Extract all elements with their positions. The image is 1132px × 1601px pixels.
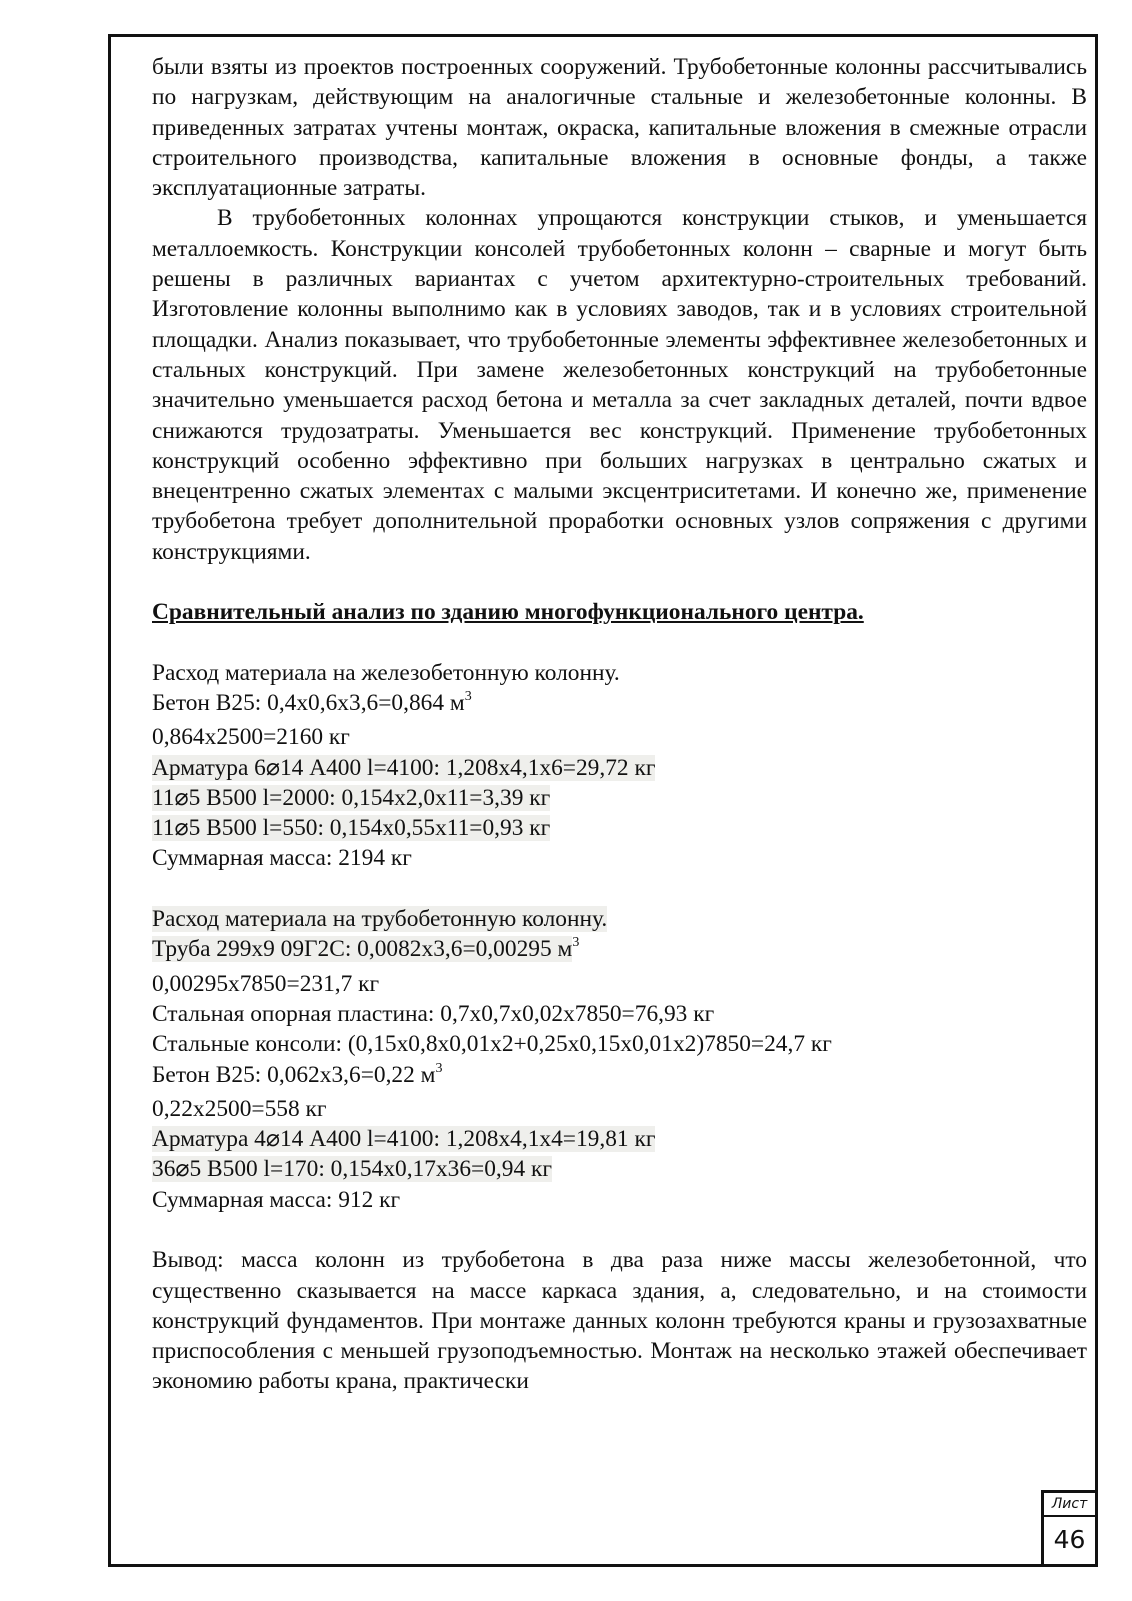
cft-concrete-line: Бетон В25: 0,062х3,6=0,22 $м^3$	[152, 1060, 443, 1088]
rc-rebar-line-3: 11⌀5 В500 l=550: 0,154х0,55х11=0,93 кг	[152, 815, 551, 842]
rc-column-title: Расход материала на железобетонную колонну.	[152, 659, 620, 686]
rc-rebar-line-2: 11⌀5 В500 l=2000: 0,154х2,0х11=3,39 кг	[152, 784, 551, 811]
rc-concrete-line: Бетон В25: 0,4х0,6х3,6=0,864 $м^3$	[152, 688, 472, 716]
rc-total-mass: Суммарная масса: 2194 кг	[152, 845, 412, 872]
paragraph-1: были взяты из проектов построенных сооружений. Трубобетонные колонны рассчитывались по нагрузкам, действующим на аналогичные стальные и железобетонные колонны. В приведенных затратах учтены монтаж, окраска, капитальные вложения в смежные отрасли строительного производства, капитальные вложения в основные фонды, а также эксплуатационные затраты.	[152, 54, 1087, 202]
section-heading: Сравнительный анализ по зданию многофункционального центра.	[152, 599, 864, 626]
cft-pipe-line: Труба 299х9 09Г2С: 0,0082х3,6=0,00295 $м^3$	[152, 935, 580, 963]
superscript: 3	[572, 935, 580, 951]
sheet-label: Лист	[1044, 1493, 1095, 1517]
cft-column-block	[152, 904, 1087, 1215]
cft-total-mass: Суммарная масса: 912 кг	[152, 1186, 401, 1213]
cft-rebar-line-2: 36⌀5 В500 l=170: 0,154х0,17х36=0,94 кг	[152, 1156, 552, 1183]
cft-pipe-mass: 0,00295х7850=231,7 кг	[152, 970, 380, 997]
cft-consoles-line: Стальные консоли: (0,15х0,8х0,01х2+0,25х0,15х0,01х2)7850=24,7 кг	[152, 1031, 832, 1058]
page-number: 46	[1053, 1525, 1086, 1554]
paragraph-2: В трубобетонных колоннах упрощаются конструкции стыков, и уменьшается металлоемкость. Конструкции консолей трубобетонных колонн – сварные и могут быть решены в различных вариантах с учетом архитектурно-строительных требований. Изготовление колонны выполнимо как в условиях заводов, так и в условиях строительной площадки. Анализ показывает, что трубобетонные элементы эффективнее железобетонных и стальных конструкций. При замене железобетонных конструкций на трубобетонные значительно уменьшается расход бетона и металла за счет закладных деталей, почти вдвое снижаются трудозатраты. Уменьшается вес конструкций. Применение трубобетонных конструкций особенно эффективно при больших нагрузках в центрально сжатых и внецентренно сжатых элементах с малыми эксцентриситетами. И конечно же, применение трубобетона требует дополнительной проработки основных узлов сопряжения с другими конструкциями.	[152, 205, 1087, 565]
document-body	[152, 52, 1087, 1397]
rc-concrete-mass: 0,864х2500=2160 кг	[152, 724, 350, 751]
superscript: 3	[464, 688, 472, 704]
cft-rebar-line-1: Арматура 4⌀14 А400 l=4100: 1,208х4,1х4=19,81 кг	[152, 1126, 656, 1153]
cft-column-title: Расход материала на трубобетонную колонну.	[152, 906, 608, 933]
cft-plate-line: Стальная опорная пластина: 0,7х0,7х0,02х7850=76,93 кг	[152, 1000, 715, 1027]
superscript: 3	[435, 1060, 443, 1076]
sheet-stamp	[1041, 1490, 1095, 1564]
rc-rebar-line-1: Арматура 6⌀14 А400 l=4100: 1,208х4,1х6=29,72 кг	[152, 754, 656, 781]
conclusion-paragraph: Вывод: масса колонн из трубобетона в два раза ниже массы железобетонной, что существенно сказывается на массе каркаса здания, а, следовательно, и на стоимости конструкций фундаментов. При монтаже данных колонн требуются краны и грузозахватные приспособления с меньшей грузоподъемностью. Монтаж на несколько этажей обеспечивает экономию работы крана, практически	[152, 1247, 1087, 1395]
rc-column-block	[152, 658, 1087, 874]
cft-concrete-mass: 0,22х2500=558 кг	[152, 1095, 327, 1122]
